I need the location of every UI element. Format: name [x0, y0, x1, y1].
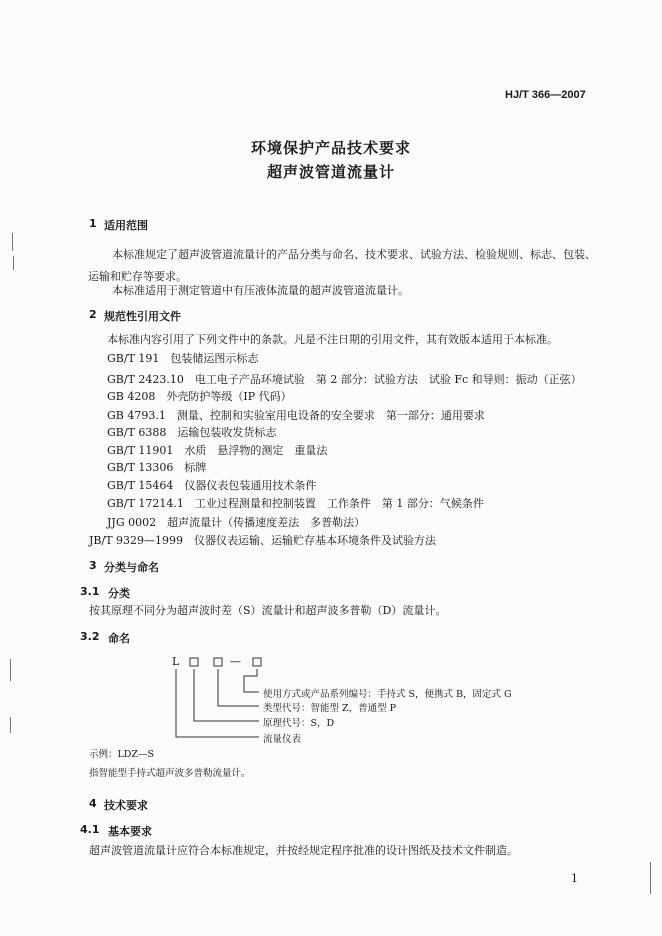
section-2-title: 规范性引用文件 [104, 310, 181, 323]
scan-mark [12, 233, 13, 251]
label-flow-meter: 流量仪表 [263, 734, 302, 745]
section-2-intro: 本标准内容引用了下列文件中的条款。凡是不注日期的引用文件，其有效版本适用于本标准。 [107, 333, 558, 346]
naming-example: 示例：LDZ—S [89, 749, 155, 760]
reference-item: JJG 0002 超声流量计（传播速度差法 多普勒法） [107, 516, 366, 529]
section-4-1-title: 基本要求 [108, 825, 152, 838]
standard-code: HJ/T 366—2007 [505, 89, 586, 101]
section-1-title: 适用范围 [104, 219, 148, 232]
bracket-principle [194, 669, 259, 721]
scan-mark [13, 256, 14, 270]
section-1-number: 1 [89, 217, 97, 230]
section-4-1-text: 超声波管道流量计应符合本标准规定，并按经规定程序批准的设计图纸及技术文件制造。 [89, 844, 518, 857]
scan-mark [10, 717, 11, 733]
section-1-paragraph-2: 本标准适用于测定管道中有压液体流量的超声波管道流量计。 [112, 284, 409, 297]
naming-example-note: 指智能型手持式超声波多普勒流量计。 [89, 768, 251, 779]
reference-item: GB/T 11901 水质 悬浮物的测定 重量法 [107, 444, 328, 457]
reference-item: GB/T 2423.10 电工电子产品环境试验 第 2 部分：试验方法 试验 Fc 和导则：振动（正弦） [107, 373, 582, 386]
bracket-type [218, 669, 259, 706]
page-number: 1 [571, 872, 578, 885]
reference-item: GB/T 6388 运输包装收发货标志 [107, 426, 277, 439]
reference-item: GB 4208 外壳防护等级（IP 代码） [107, 390, 292, 403]
reference-item: GB/T 17214.1 工业过程测量和控制装置 工作条件 第 1 部分：气候条件 [107, 497, 484, 510]
reference-item: JB/T 9329—1999 仪器仪表运输、运输贮存基本环境条件及试验方法 [89, 534, 437, 547]
section-4-number: 4 [89, 797, 97, 810]
code-prefix: L [172, 655, 180, 668]
code-box-principle [190, 658, 198, 666]
section-4-1-number: 4.1 [80, 823, 100, 836]
section-1-paragraph-1: 本标准规定了超声波管道流量计的产品分类与命名、技术要求、试验方法、检验规则、标志、包装、运输和贮存等要求。 [88, 248, 596, 283]
code-dash: — [230, 655, 241, 668]
label-usage: 使用方式或产品系列编号：手持式 S，便携式 B，固定式 G [263, 689, 512, 700]
section-2-number: 2 [89, 308, 97, 321]
scan-mark [10, 659, 11, 681]
document-subtitle: 超声波管道流量计 [266, 163, 395, 181]
section-3-title: 分类与命名 [104, 561, 159, 574]
label-type: 类型代号：智能型 Z，普通型 P [263, 703, 397, 714]
bracket-usage [244, 669, 259, 692]
section-3-1-text: 按其原理不同分为超声波时差（S）流量计和超声波多普勒（D）流量计。 [89, 604, 447, 617]
scan-mark [650, 862, 651, 894]
document-title: 环境保护产品技术要求 [250, 139, 411, 157]
reference-item: GB/T 15464 仪器仪表包装通用技术条件 [107, 479, 317, 492]
section-3-2-number: 3.2 [80, 630, 100, 643]
section-3-2-title: 命名 [108, 632, 130, 645]
section-3-1-number: 3.1 [80, 585, 100, 598]
section-3-number: 3 [89, 559, 97, 572]
reference-item: GB/T 13306 标牌 [107, 461, 207, 474]
reference-item: GB/T 191 包装储运图示标志 [107, 352, 259, 365]
section-3-1-title: 分类 [108, 587, 130, 600]
reference-item: GB 4793.1 测量、控制和实验室用电设备的安全要求 第一部分：通用要求 [107, 409, 485, 422]
label-principle: 原理代号：S，D [263, 718, 335, 729]
code-box-type [214, 658, 222, 666]
section-4-title: 技术要求 [104, 799, 148, 812]
code-box-usage [253, 658, 261, 666]
